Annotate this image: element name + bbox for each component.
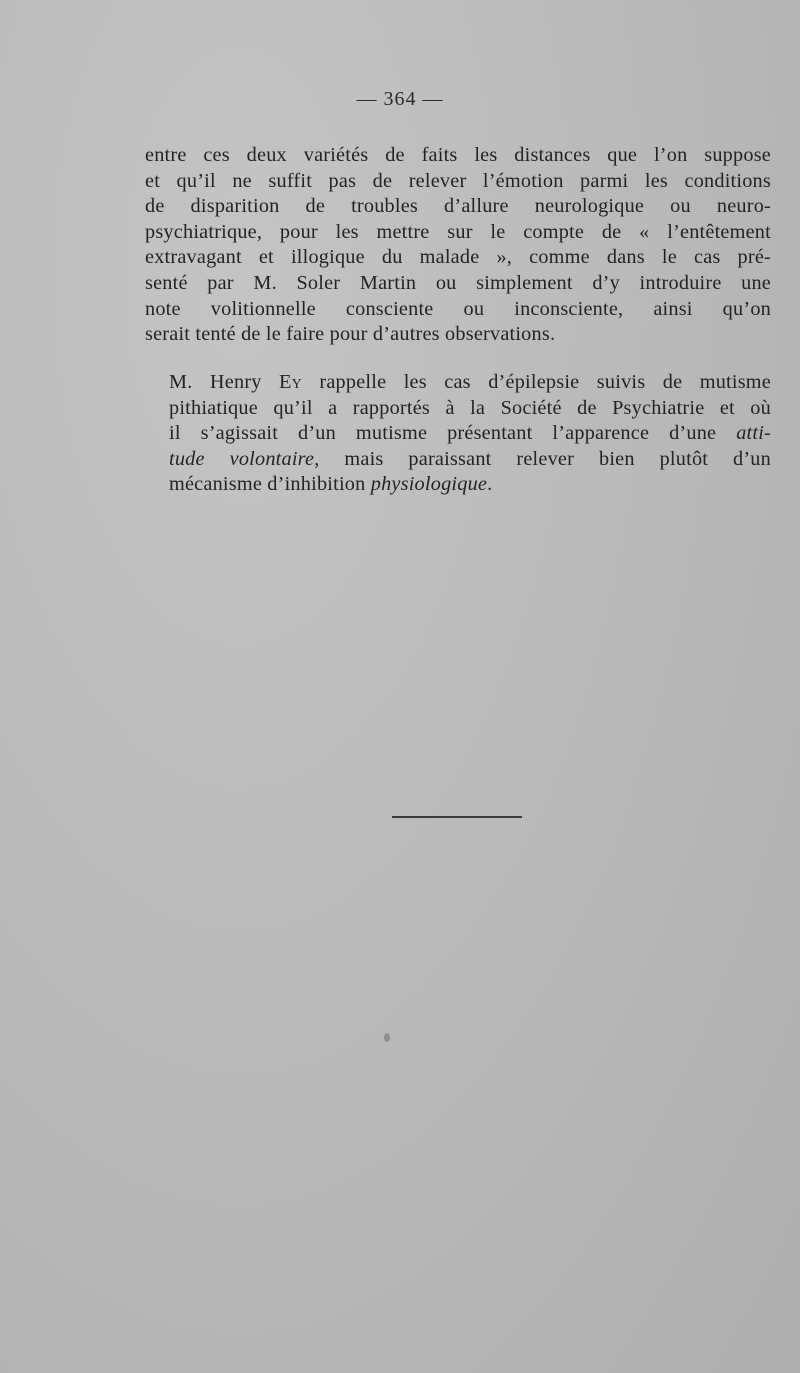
text-line: serait tenté de le faire pour d’autres observations. (145, 323, 556, 346)
page-number: — 364 — (356, 88, 444, 110)
paragraph-1 (145, 143, 771, 348)
text-run: il s’agissait d’un mutisme présentant l’apparence d’une (169, 422, 737, 445)
section-end-rule (392, 816, 522, 818)
text-run: , mais paraissant relever bien plutôt d’un (314, 447, 771, 470)
text-line (145, 472, 771, 498)
text-run: . (487, 473, 493, 496)
text-line: senté par M. Soler Martin ou simplement d’y introduire une (145, 271, 771, 294)
text-line (145, 447, 771, 473)
text-line (145, 370, 771, 396)
text-run: M. Henry (169, 371, 280, 393)
text-run: mécanisme d’inhibition (169, 473, 371, 496)
text-line: entre ces deux variétés de faits les distances que l’on suppose (145, 144, 771, 166)
paper-speck (384, 1033, 390, 1042)
text-run: rappelle les cas d’épilepsie suivis de mutisme (301, 371, 771, 393)
italic-run: atti- (736, 422, 771, 445)
text-line: extravagant et illogique du malade », comme dans le cas pré- (145, 246, 771, 269)
text-line: et qu’il ne suffit pas de relever l’émotion parmi les conditions (145, 169, 771, 192)
italic-run: physiologique (370, 473, 488, 496)
author-name: Ey (279, 371, 302, 393)
text-line: psychiatrique, pour les mettre sur le compte de « l’entêtement (145, 220, 771, 243)
italic-run: tude volontaire (169, 447, 315, 470)
text-line: note volitionnelle consciente ou inconsciente, ainsi qu’on (145, 297, 771, 320)
text-line: de disparition de troubles d’allure neurologique ou neuro- (145, 195, 771, 218)
text-line (145, 421, 771, 447)
paragraph-2 (145, 370, 771, 498)
text-line: pithiatique qu’il a rapportés à la Société de Psychiatrie et où (169, 396, 771, 419)
